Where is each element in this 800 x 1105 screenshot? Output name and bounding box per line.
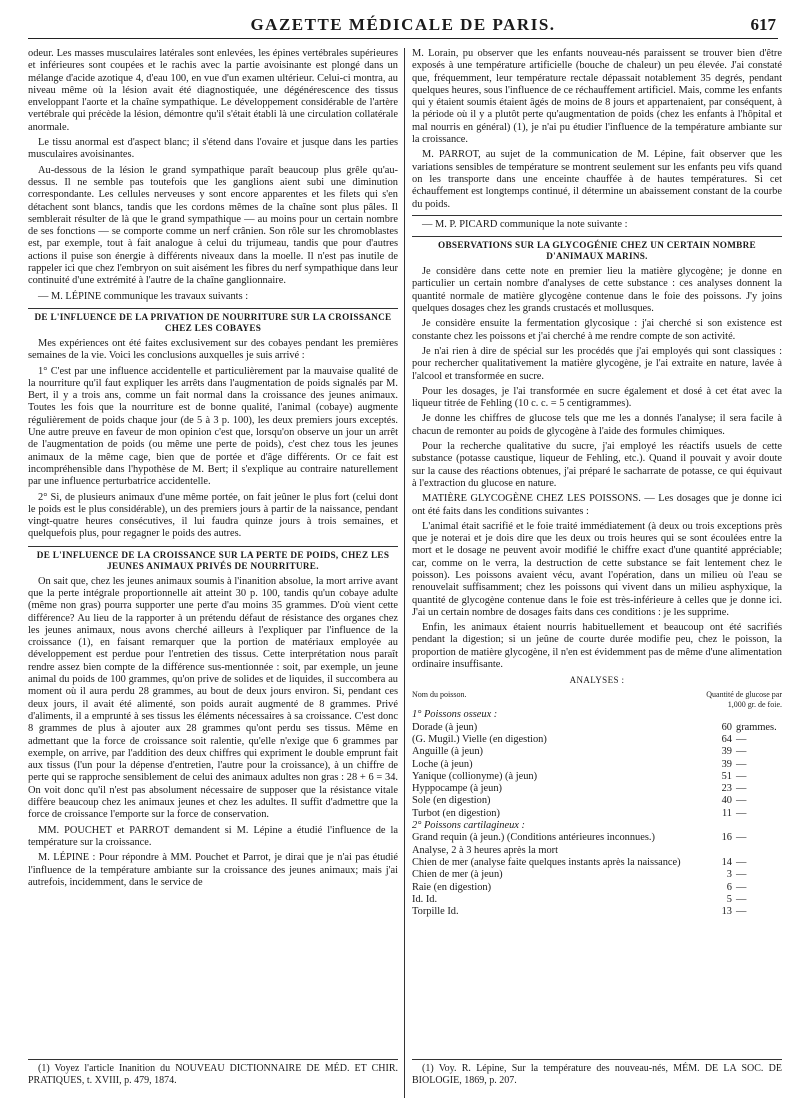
paragraph: MM. POUCHET et PARROT demandent si M. Lépine a étudié l'influence de la température sur la croissance.	[28, 824, 398, 848]
glucose-value: 16	[721, 832, 732, 844]
paragraph: Au-dessous de la lésion le grand sympathique paraît beaucoup plus grêle qu'au-dessus. Il ne semble pas toutefois que les ganglions aient subi une diminution correspondante. Les cellules nerveuses y sont encore apparentes et les filets qui s'en détachent sont blancs, tandis que les cordons mêmes de la chaîne sont plus pâles. Il semblerait résulter de là que le grand sympathique — au moins pour un certain nombre de ses fonctions — se comporte comme un nerf crânien. Son rôle sur les chromoblastes est, par exemple, tout à fait analogue à celui du trijumeau, tandis que pour d'autres actions il puise son énergie à différents niveaux dans la moelle. Il n'est pas inutile de rappeler ici que chez l'embryon on suit aisément les fibres du nerf sympathique dans leur continuité d'une extrémité à l'autre de la chaîne ganglionnaire.	[28, 164, 398, 287]
group-label: 2° Poissons cartilagineux :	[412, 820, 525, 832]
fish-name: Turbot (en digestion)	[412, 807, 500, 819]
unit-label: grammes.	[736, 721, 777, 733]
section-heading: DE L'INFLUENCE DE LA CROISSANCE SUR LA PERTE DE POIDS, CHEZ LES JEUNES ANIMAUX PRIVÉS DE NOURRITURE.	[28, 546, 398, 572]
glucose-value: 64	[721, 733, 732, 745]
table-row	[412, 808, 782, 820]
unit-label: —	[736, 856, 747, 868]
fish-name: Raie (en digestion)	[412, 881, 492, 893]
glucose-value: 6	[726, 881, 732, 893]
glucose-value: 13	[721, 906, 732, 918]
right-column	[412, 48, 782, 1098]
fish-name: Dorade (à jeun)	[412, 721, 478, 733]
glucose-value: 5	[726, 893, 732, 905]
paragraph: Pour la recherche qualitative du sucre, j'ai employé les réactifs usuels de cette substance (potasse caustique, liqueur de Fehling, etc.). Quand il pouvait y avoir doute sur la cause des réactions obtenues, j'ai préparé le sacharrate de potasse, ce qui équivaut à l'extraction du glucose en nature.	[412, 441, 782, 489]
fish-name: Grand requin (à jeun.) (Conditions antérieures inconnues.) Analyse, 2 à 3 heures après la mort	[412, 832, 655, 856]
footnote-text: (1) Voyez l'article Inanition du NOUVEAU DICTIONNAIRE DE MÉD. ET CHIR. PRATIQUES, t. XVIII, p. 479, 1874.	[28, 1063, 398, 1086]
table-header-row	[412, 690, 782, 709]
paragraph: 2° Si, de plusieurs animaux d'une même portée, on fait jeûner le plus fort (celui dont le poids est le plus considérable), un des premiers jours à partir de la naissance, pendant vingt-quatre heures consécutives, il lui faudra quinze jours à trois semaines, et quelquefois plus, pour regagner le poids des autres.	[28, 491, 398, 540]
unit-label: —	[736, 906, 747, 918]
group-row	[412, 709, 782, 721]
table-row	[412, 906, 782, 918]
unit-label: —	[736, 758, 747, 770]
analyses-title: ANALYSES :	[569, 675, 625, 686]
columns	[28, 48, 782, 1098]
glucose-value: 40	[721, 795, 732, 807]
glucose-value: 11	[721, 807, 732, 819]
journal-title: GAZETTE MÉDICALE DE PARIS.	[250, 15, 556, 34]
fish-name: Loche (à jeun)	[412, 758, 473, 770]
paragraph: M. PARROT, au sujet de la communication de M. Lépine, fait observer que les variations sensibles de température se montrent seulement sur les enfants peu vifs quand on les transporte dans une enceinte chauffée à de hautes températures. Si cet échauffement est longtemps continué, il détermine un abaissement constant de la courbe du poids.	[412, 149, 782, 210]
analyses-table	[412, 690, 782, 918]
divider	[412, 215, 782, 216]
table-row	[412, 771, 782, 783]
glucose-value: 3	[726, 869, 732, 881]
unit-label: —	[736, 733, 747, 745]
unit-label: —	[736, 832, 747, 844]
paragraph: Pour les dosages, je l'ai transformée en sucre également et dosé à cet état avec la liqueur titrée de Fehling (10 c. c. = 5 centigrammes).	[412, 385, 782, 410]
fish-name: Sole (en digestion)	[412, 795, 491, 807]
paragraph: On sait que, chez les jeunes animaux soumis à l'inanition absolue, la mort arrive avant que la perte intégrale proportionnelle ait atteint 30 p. 100, tandis qu'un cobaye adulte (même non gras) pourra supporter une perte d'au moins 35 grammes. D'où vient cette différence? Au lieu de la rapporter à un prétendu défaut de résistance des organes chez les jeunes animaux, nous avons cherché ailleurs à l'expliquer par l'influence de la croissance (1), en faisant remarquer que la portion de matériaux employée au développement est perdue pour l'entretien des tissus. Cette interprétation nous paraît rendre assez bien compte de la différence sus-mentionnée : soit, par exemple, un jeune animal du poids de 100 grammes, qu'on prive de solides et de liquides, il succombera au moment où il aura perdu 28 grammes, au bout de deux jours environ. Si, pendant ces deux jours, il avait été alimenté, son poids aurait augmenté de 8 grammes. Privé d'aliments, il a emprunté à ses tissus les éléments nécessaires à sa croissance. C'est donc 8 grammes de plus à ajouter aux 28 grammes qu'ont perdu ses tissus. Même en admettant que la force de croissance soit ralentie, qu'elle n'exige que 6 grammes par exemple, on arrive, par l'addition des deux chiffres qui expriment le double emprunt fait aux tissus (l'un pour la dépense d'entretien, l'autre pour la croissance), à un chiffre de perte qui se rapproche sensiblement de celui des animaux adultes non gras : 28 + 6 = 34. On voit donc qu'il n'est pas absolument nécessaire de supposer que la résistance vitale diffère beaucoup chez les animaux jeunes et chez les adultes. Il suffit d'admettre que la force de croissance l'emporte sur la force de conservation.	[28, 575, 398, 821]
table-row	[412, 882, 782, 894]
fish-name: Yanique (collionyme) (à jeun)	[412, 770, 538, 782]
unit-label: —	[736, 783, 747, 795]
table-row	[412, 869, 782, 881]
glucose-value: 60	[721, 721, 732, 733]
column-header-name: Nom du poisson.	[412, 690, 467, 700]
fish-name: Chien de mer (analyse faite quelques instants après la naissance)	[412, 856, 681, 868]
glucose-value: 14	[721, 856, 732, 868]
paragraph: Mes expériences ont été faites exclusivement sur des cobayes pendant les premières semaines de la vie. Voici les conclusions auxquelles je suis arrivé :	[28, 337, 398, 362]
table-row	[412, 783, 782, 795]
paragraph: odeur. Les masses musculaires latérales sont enlevées, les épines vertébrales supérieures et inférieures sont coupées et le rachis avec la partie avoisinante est plongé dans un mélange d'acide azotique 4, d'eau 100, en vue d'un examen ultérieur. Celui-ci montra, au niveau même où la lésion avait été diagnostiquée, une dégénérescence des tissus enveloppant l'aorte et la chaîne sympathique. Le développement considérable de l'artère vertébrale qui précède la lésion, démontre qu'il s'était établi là une circulation collatérale anormale.	[28, 48, 398, 133]
fish-name: Id. Id.	[412, 893, 438, 905]
footnote-text: (1) Voy. R. Lépine, Sur la température des nouveau-nés, MÉM. DE LA SOC. DE BIOLOGIE, 1869, p. 207.	[412, 1063, 782, 1086]
paragraph: 1° C'est par une influence accidentelle et particulièrement par la mauvaise qualité de la nourriture qu'il faut expliquer les arrêts dans l'augmentation de poids signalés par M. Bert, il y a trois ans, comme un fait normal dans la croissance des jeunes animaux. Toutes les fois que la nourriture est de bonne qualité, l'animal (cobaye) augmente régulièrement de poids chaque jour (de 5 à 3 p. 100), les deux premiers jours exceptés. Une autre preuve en faveur de mon opinion c'est que, lorsqu'on observe un jour un arrêt de l'augmentation de poids (ou même une perte de poids), c'est chez tous les jeunes animaux de la même cage, bien que de portée et d'âge différents. Or ce fait est incompréhensible dans l'hypothèse de M. Bert; il s'explique au contraire naturellement par une influence perturbatrice accidentelle.	[28, 365, 398, 488]
fish-name: Hyppocampe (à jeun)	[412, 783, 503, 795]
group-label: 1° Poissons osseux :	[412, 709, 498, 721]
paragraph: — M. P. PICARD communique la note suivante :	[422, 218, 628, 230]
fish-name: Chien de mer (à jeun)	[412, 869, 503, 881]
paragraph: Enfin, les animaux étaient nourris habituellement et beaucoup ont été sacrifiés pendant la digestion; si un jeûne de courte durée modifie peu, chez le poisson, la proportion de matière glycogène, il n'en est évidemment pas de même d'une alimentation ordinaire insuffisante.	[412, 622, 782, 671]
paragraph: M. Lorain, pu observer que les enfants nouveau-nés paraissent se trouver bien d'être exposés à une température artificielle (bouche de chaleur) un peu élevée. J'ai constaté que, fréquemment, leur température rectale dépassait notablement 35 degrés, pendant quelques heures, sous l'influence de ce réchauffement artificiel. Mais, comme les enfants qui y étaient soumis étaient âgés de moins de 8 jours et appartenaient, par conséquent, à la période où il y a plutôt perte qu'augmentation de poids (chez les enfants à l'hôpital et mal nourris en général) (1), je n'ai pu étudier l'influence de la température ambiante sur la croissance.	[412, 48, 782, 146]
footnote	[28, 1059, 398, 1090]
paragraph: Je considère dans cette note en premier lieu la matière glycogène; je donne en particulier un certain nombre d'analyses de cette substance : ces analyses donnent la quantité normale de matière glycogène contenue dans le foie des poissons. J'y joins quelques dosages chez les grands crustacés et mollusques.	[412, 266, 782, 315]
table-row	[412, 759, 782, 771]
paragraph: Je considère ensuite la fermentation glycosique : j'ai cherché si son existence est constante chez les poissons et j'ai cherché à me rendre compte de son activité.	[412, 318, 782, 342]
paragraph: L'animal était sacrifié et le foie traité immédiatement (à deux ou trois exceptions près que je noterai et je dois dire que les deux ou trois heures qui se sont écoulées entre la mort et le dosage ne peuvent avoir modifié le chiffre exact d'une quantité appréciable; car, comme on le verra, la destruction de cette substance se fait lentement chez le poisson). Les poissons avaient vécu, avant l'opération, dans un milieu où l'eau se renouvelait suffisamment; chez les poissons qui vivent dans un milieu asphyxique, la quantité de glycogène contenue dans le foie est très-inférieure à celles que je donne ici. J'ai un certain nombre de dosages faits dans ces conditions : je les supprime.	[412, 520, 782, 618]
unit-label: —	[736, 795, 747, 807]
table-row	[412, 857, 782, 869]
table-row	[412, 722, 782, 734]
fish-name: Torpille Id.	[412, 906, 459, 918]
table-row	[412, 832, 782, 857]
glucose-value: 51	[721, 770, 732, 782]
page-number: 617	[750, 15, 776, 34]
paragraph: M. LÉPINE : Pour répondre à MM. Pouchet et Parrot, je dirai que je n'ai pas étudié l'influence de la température ambiante sur la croissance des jeunes animaux; mais j'ai autrefois, incidemment, dans le service de	[28, 852, 398, 888]
paragraph: MATIÈRE GLYCOGÈNE CHEZ LES POISSONS. — Les dosages que je donne ici ont été faits dans les conditions suivantes :	[412, 493, 782, 517]
table-row	[412, 734, 782, 746]
glucose-value: 39	[721, 746, 732, 758]
paragraph: — M. LÉPINE communique les travaux suivants :	[38, 290, 249, 302]
footnote	[412, 1059, 782, 1090]
left-column	[28, 48, 398, 1098]
page-header	[28, 8, 778, 39]
unit-label: —	[736, 881, 747, 893]
table-row	[412, 795, 782, 807]
unit-label: —	[736, 807, 747, 819]
table-row	[412, 746, 782, 758]
section-heading: DE L'INFLUENCE DE LA PRIVATION DE NOURRITURE SUR LA CROISSANCE CHEZ LES COBAYES	[28, 308, 398, 334]
unit-label: —	[736, 869, 747, 881]
group-row	[412, 820, 782, 832]
fish-name: Anguille (à jeun)	[412, 746, 483, 758]
paragraph: Je n'ai rien à dire de spécial sur les procédés que j'ai employés qui sont classiques : pour rechercher qualitativement la matière glycogène, je l'ai extraite en nature, lavée à l'alcool et transformée en sucre.	[412, 345, 782, 382]
fish-name: (G. Mugil.) Vielle (en digestion)	[412, 733, 547, 745]
column-rule	[404, 48, 405, 1098]
paragraph: Je donne les chiffres de glucose tels que me les a donnés l'analyse; il sera facile à chacun de remonter au poids de glycogène à l'aide des formules chimiques.	[412, 413, 782, 437]
glucose-value: 39	[721, 758, 732, 770]
unit-label: —	[736, 746, 747, 758]
paragraph: Le tissu anormal est d'aspect blanc; il s'étend dans l'ovaire et jusque dans les parties musculaires avoisinantes.	[28, 137, 398, 161]
unit-label: —	[736, 893, 747, 905]
analyses-table-body	[412, 690, 782, 918]
unit-label: —	[736, 770, 747, 782]
column-header-quantity: Quantité de glucose par 1,000 gr. de foie.	[706, 690, 782, 709]
table-row	[412, 894, 782, 906]
glucose-value: 23	[721, 783, 732, 795]
section-heading: OBSERVATIONS SUR LA GLYCOGÉNIE CHEZ UN CERTAIN NOMBRE D'ANIMAUX MARINS.	[412, 236, 782, 262]
